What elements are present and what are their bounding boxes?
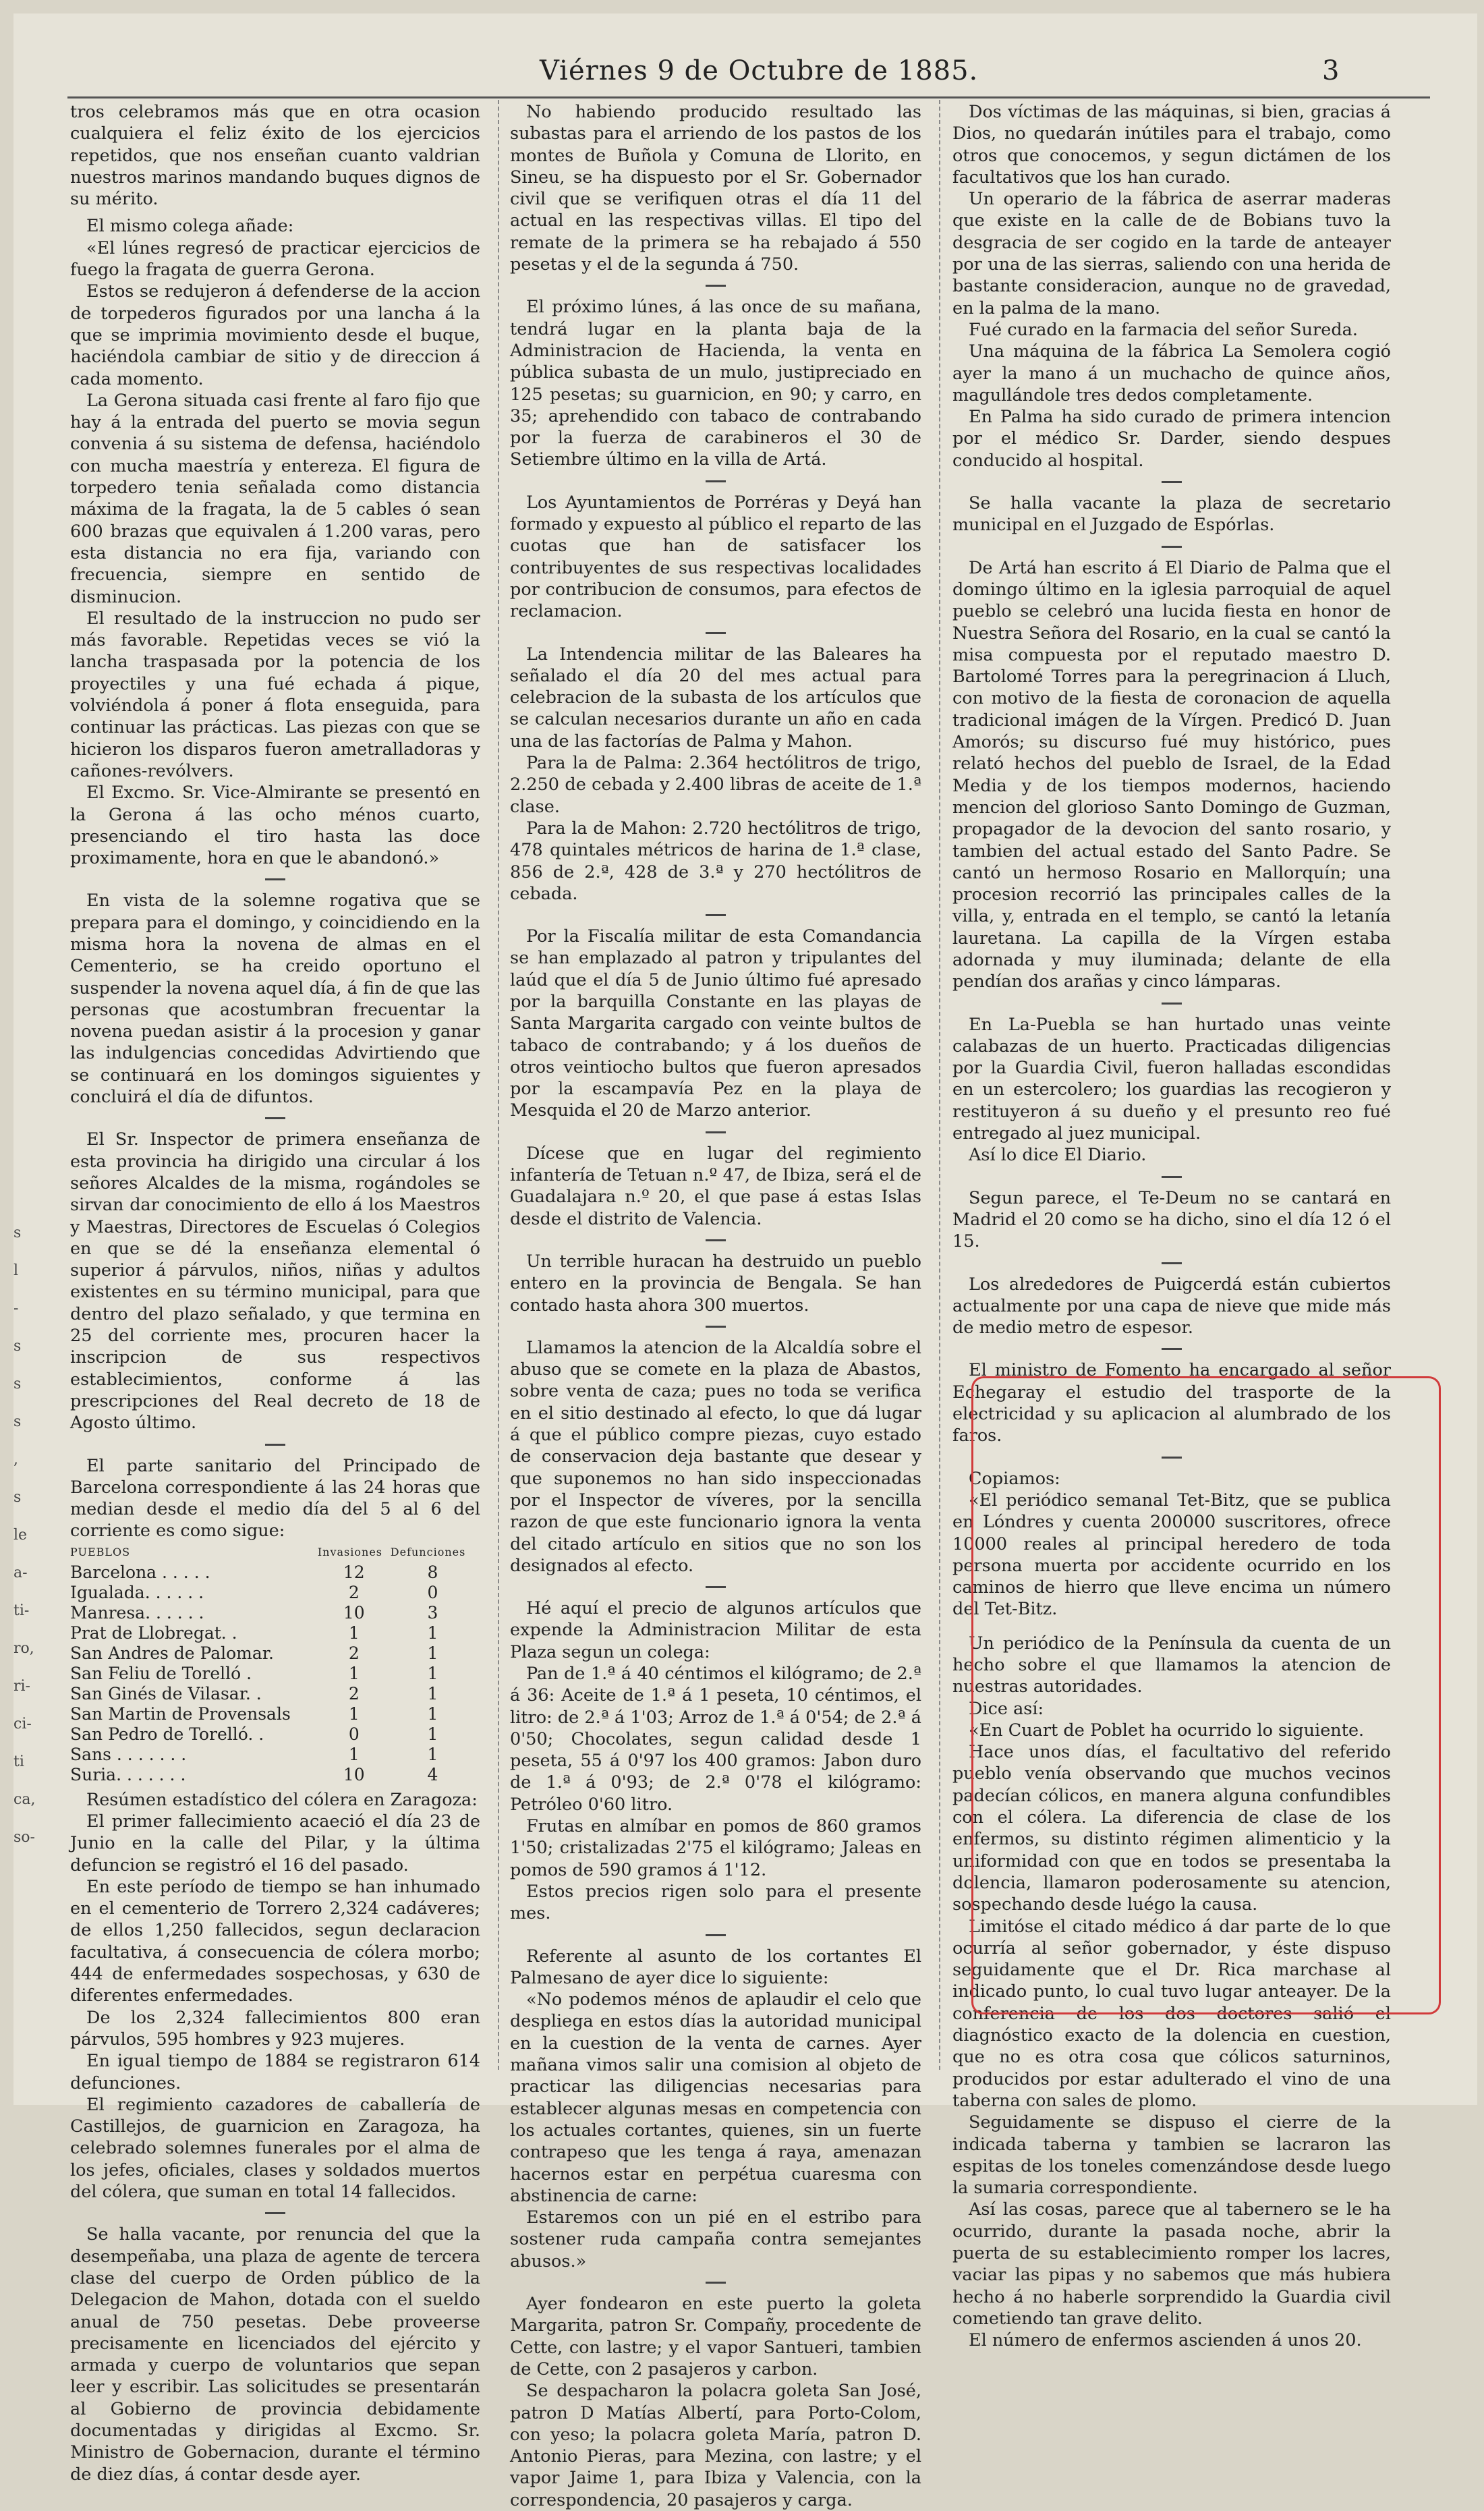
table-row <box>70 1765 475 1785</box>
paragraph: Frutas en almíbar en pomos de 860 gramos 1'50; cristalizadas 2'75 el kilógramo; Jaleas en pomos de 590 gramos á 1'12. <box>510 1816 921 1880</box>
paragraph: Dos víctimas de las máquinas, si bien, gracias á Dios, no quedarán inútiles para el trabajo, como otros que conocemos, y segun dictámen de los facultativos que los han curado. <box>952 102 1391 188</box>
paragraph: Se halla vacante la plaza de secretario municipal en el Juzgado de Espórlas. <box>952 493 1391 536</box>
paragraph: Una máquina de la fábrica La Semolera cogió ayer la mano á un muchacho de quince años, magullándole tres dedos completamente. <box>952 341 1391 405</box>
table-cell: 2 <box>348 1643 360 1663</box>
paragraph: En La-Puebla se han hurtado unas veinte calabazas de un huerto. Practicadas diligencias por la Guardia Civil, fueron halladas escondidas en un estercolero; los guardias las recogieron y restituyeron á su dueño y el presunto reo fué entregado al juez municipal. <box>952 1014 1391 1144</box>
header-rule <box>67 96 1430 98</box>
column-divider <box>939 100 940 2070</box>
paragraph: Resúmen estadístico del cólera en Zaragoza: <box>86 1789 478 1810</box>
separator <box>1162 481 1182 483</box>
separator <box>1162 546 1182 548</box>
separator <box>706 1586 726 1588</box>
table-cell: San Martin de Provensals <box>70 1703 291 1724</box>
table-row <box>70 1664 475 1684</box>
paragraph: El regimiento cazadores de caballería de Castillejos, de guarnicion en Zaragoza, ha celebrado solemnes funerales por el alma de los jefes, oficiales, clases y soldados muertos del cólera, que suman en total 14 fallecidos. <box>70 2094 480 2203</box>
table-header: Invasiones <box>317 1545 382 1558</box>
table-cell: 1 <box>348 1623 360 1643</box>
paragraph: Dice así: <box>969 1698 1044 1719</box>
table-cell: 1 <box>427 1663 438 1683</box>
paragraph: Para la de Mahon: 2.720 hectólitros de trigo, 478 quintales métricos de harina de 1.ª clase, 856 de 2.ª, 428 de 3.ª y 270 hectólitros de cebada. <box>510 818 921 904</box>
paragraph: En igual tiempo de 1884 se registraron 614 defunciones. <box>70 2051 480 2093</box>
paragraph: La Intendencia militar de las Baleares ha señalado el día 20 del mes actual para celebracion de la subasta de los artículos que se calculan necesarios durante un año en cada una de las factorías de Palma y Mahon. <box>510 644 921 752</box>
table-header: PUEBLOS <box>70 1545 131 1558</box>
red-highlight-box <box>971 1376 1441 2014</box>
table-row <box>70 1724 475 1745</box>
table-cell: 4 <box>427 1764 438 1784</box>
newspaper-page <box>13 13 1477 2510</box>
table-cell: 1 <box>427 1703 438 1724</box>
table-row <box>70 1643 475 1664</box>
table-row <box>70 1684 475 1704</box>
table-cell: San Ginés de Vilasar. . <box>70 1683 262 1703</box>
table-cell: 2 <box>348 1683 360 1703</box>
paragraph: «En Cuart de Poblet ha ocurrido lo siguiente. <box>969 1720 1365 1741</box>
paragraph: Los alrededores de Puigcerdá están cubiertos actualmente por una capa de nieve que mide más de medio metro de espesor. <box>952 1274 1391 1338</box>
paragraph: Un operario de la fábrica de aserrar maderas que existe en la calle de de Bobians tuvo la desgracia de ser cogido en la tarde de anteayer por una de las sierras, saliendo con una herida de bastante consideracion, aunque no de gravedad, en la palma de la mano. <box>952 189 1391 318</box>
table-cell: Prat de Llobregat. . <box>70 1623 237 1643</box>
margin-fragment: s <box>13 1224 22 1241</box>
table-row <box>70 1603 475 1623</box>
paragraph: El Excmo. Sr. Vice-Almirante se presentó en la Gerona á las ocho ménos cuarto, presenciando el tiro hasta las doce proximamente, hora en que le abandonó.» <box>70 783 480 869</box>
table-cell: Suria. . . . . . . <box>70 1764 186 1784</box>
paragraph: De Artá han escrito á El Diario de Palma que el domingo último en la iglesia parroquial de aquel pueblo se celebró una lucida fiesta en honor de Nuestra Señora del Rosario, en la cual se cantó la misa compuesta por el reputado maestro D. Bartolomé Torres para la peregrinacion á Lluch, con motivo de la fiesta de coronacion de aquella tradicional imágen de la Vírgen. Predicó D. Juan Amorós; su discurso fué muy histórico, pues relató hechos del pueblo de Israel, de la Edad Media y de los tiempos modernos, haciendo mencion del glorioso Santo Domingo de Guzman, propagador de la devocion del santo rosario, y tambien del actual estado del Santo Padre. Se cantó un hermoso Rosario en Mallorquín; una procesion recorrió las principales calles de la villa, y, entrada en el templo, se cantó la letanía lauretana. La capilla de la Vírgen estaba adornada y muy iluminada; delante de ella pendían dos arañas y cinco lámparas. <box>952 557 1391 992</box>
table-cell: 1 <box>427 1643 438 1663</box>
paragraph: Dícese que en lugar del regimiento infantería de Tetuan n.º 47, de Ibiza, será el de Guadalajara n.º 20, el que pase á estas Islas desde el distrito de Valencia. <box>510 1143 921 1229</box>
table-cell: 0 <box>427 1582 438 1602</box>
margin-fragment: s <box>13 1376 22 1392</box>
table-cell: 3 <box>427 1602 438 1623</box>
paragraph: Seguidamente se dispuso el cierre de la indicada taberna y tambien se lacraron las espitas de los toneles comenzándose desde luego la sumaria correspondiente. <box>952 2112 1391 2199</box>
table-header-row <box>70 1542 475 1562</box>
margin-fragment: ca, <box>13 1791 36 1808</box>
separator <box>1162 1348 1182 1350</box>
separator <box>1162 1176 1182 1178</box>
margin-fragment: s <box>13 1489 22 1506</box>
separator <box>706 1239 726 1241</box>
paragraph: De los 2,324 fallecimientos 800 eran párvulos, 595 hombres y 923 mujeres. <box>70 2007 480 2050</box>
paragraph: «El lúnes regresó de practicar ejercicios de fuego la fragata de guerra Gerona. <box>70 237 480 281</box>
separator <box>706 632 726 634</box>
paragraph: Se despacharon la polacra goleta San José, patron D Matías Albertí, para Porto-Colom, con yeso; la polacra goleta María, patron D. Antonio Pieras, para Mezina, con lastre; y el vapor Jaime 1, para Ibiza y Valencia, con la correspondencia, 20 pasajeros y carga. <box>510 2381 921 2510</box>
paragraph: Estaremos con un pié en el estribo para sostener ruda campaña contra semejantes abusos.» <box>510 2207 921 2272</box>
table-cell: 1 <box>427 1724 438 1744</box>
margin-fragment: ri- <box>13 1678 30 1695</box>
table-row <box>70 1704 475 1724</box>
paragraph: Limitóse el citado médico á dar parte de lo que ocurría al señor gobernador, y éste dispuso seguidamente que el Dr. Rica marchase al indicado punto, lo cual tuvo lugar anteayer. De la conferencia de los dos doctores salió el diagnóstico exacto de la dolencia en cuestion, que no es otra cosa que cólicos saturninos, producidos por estar adulterado el vino de una taberna con sales de plomo. <box>952 1916 1391 2111</box>
page-header <box>13 55 1471 96</box>
margin-fragment: ti- <box>13 1602 30 1619</box>
issue-date: Viérnes 9 de Octubre de 1885. <box>540 55 979 86</box>
table-cell: San Andres de Palomar. <box>70 1643 274 1663</box>
paragraph: El resultado de la instruccion no pudo ser más favorable. Repetidas veces se vió la lancha traspasada por la potencia de los proyectiles y una fué echada á pique, volviéndola á poner á flota enseguida, para continuar las prácticas. Las piezas con que se hicieron los disparos fueron ametralladoras y cañones-revólvers. <box>70 608 480 781</box>
table-cell: 10 <box>343 1764 365 1784</box>
paragraph: «No podemos ménos de aplaudir el celo que despliega en estos días la autoridad municipal en la cuestion de la venta de carnes. Ayer mañana vimos salir una comision al objeto de practicar las diligencias necesarias para establecer algunas mesas en competencia con los actuales cortantes, quienes, sin un fuerte contrapeso que les tenga á raya, amenazan hacernos estar en perpétua cuaresma con abstinencia de carne: <box>510 1990 921 2206</box>
paragraph: En Palma ha sido curado de primera intencion por el médico Sr. Darder, siendo despues conducido al hospital. <box>952 407 1391 471</box>
paragraph: Estos se redujeron á defenderse de la accion de torpederos figurados por una lancha á la que se imprimia movimiento desde el buque, haciéndola cambiar de sitio y de direccion á cada momento. <box>70 281 480 389</box>
table-cell: 0 <box>348 1724 360 1744</box>
column-1 <box>70 101 480 2485</box>
table-cell: Sans . . . . . . . <box>70 1744 187 1764</box>
margin-fragments <box>13 1214 34 1857</box>
table-cell: San Pedro de Torelló. . <box>70 1724 264 1744</box>
paragraph: En vista de la solemne rogativa que se prepara para el domingo, y coincidiendo en la misma hora la novena de almas en el Cementerio, se ha creido oportuno el suspender la novena aquel día, á fin de que las personas que acostumbran frecuentar la novena puedan asistir á la procesion y ganar las indulgencias concedidas Advirtiendo que se continuará en los domingos siguientes y concluirá el día de difuntos. <box>70 891 480 1108</box>
separator <box>706 480 726 482</box>
paragraph: El parte sanitario del Principado de Barcelona correspondiente á las 24 horas que median desde el medio día del 5 al 6 del corriente es como sigue: <box>70 1455 480 1542</box>
table-cell: 1 <box>427 1623 438 1643</box>
paragraph: Referente al asunto de los cortantes El Palmesano de ayer dice lo siguiente: <box>510 1946 921 1988</box>
paragraph: Un periódico de la Península da cuenta de un hecho sobre el que llamamos la atencion de nuestras autoridades. <box>952 1633 1391 1697</box>
paragraph: Los Ayuntamientos de Porréras y Deyá han formado y expuesto al público el reparto de las cuotas que han de satisfacer los contribuyentes de sus respectivas localidades por contribucion de consumos, para efectos de reclamacion. <box>510 492 921 622</box>
separator <box>706 1326 726 1328</box>
paragraph: Por la Fiscalía militar de esta Comandancia se han emplazado al patron y tripulantes del laúd que el día 5 de Junio último fué apresado por la barquilla Constante en las playas de Santa Margarita cargado con veinte bultos de tabaco de contrabando; y á los dueños de otros veintiocho bultos que fueron apresados por la escampavía Pez en la playa de Mesquida el 20 de Marzo anterior. <box>510 926 921 1121</box>
separator <box>265 1444 285 1446</box>
margin-fragment: , <box>13 1451 18 1468</box>
paragraph: Estos precios rigen solo para el presente mes. <box>510 1881 921 1924</box>
margin-fragment: le <box>13 1527 28 1544</box>
separator <box>265 878 285 880</box>
paragraph: No habiendo producido resultado las subastas para el arriendo de los pastos de los montes de Buñola y Comuna de Llorito, en Sineu, se ha dispuesto por el Sr. Gobernador civil que se verifiquen otras el día 11 del actual en las respectivas villas. El tipo del remate de la primera se ha rebajado á 550 pesetas y el de la segunda á 750. <box>510 102 921 275</box>
paragraph: Segun parece, el Te-Deum no se cantará en Madrid el 20 como se ha dicho, sino el día 12 ó el 15. <box>952 1187 1391 1252</box>
margin-fragment: ci- <box>13 1716 32 1732</box>
paragraph: Hace unos días, el facultativo del referido pueblo venía observando que muchos vecinos padecían cólicos, en manera alguna confundibles con el cólera. La diferencia de clase de los enfermos, su distinto régimen alimenticio y la uniformidad con que en todos se presentaba la dolencia, llamaron poderosamente su atencion, sospechando desde luégo la causa. <box>952 1742 1391 1915</box>
page-number: 3 <box>1322 55 1340 86</box>
separator <box>706 1934 726 1936</box>
paragraph: El próximo lúnes, á las once de su mañana, tendrá lugar en la planta baja de la Administracion de Hacienda, la venta en pública subasta de un mulo, justipreciado en 125 pesetas; su guarnicion, en 90; y carro, en 35; aprehendido con tabaco de contrabando por la fuerza de carabineros el 30 de Setiembre último en la villa de Artá. <box>510 297 921 470</box>
margin-fragment: ro, <box>13 1640 34 1657</box>
paragraph: Así lo dice El Diario. <box>969 1145 1147 1166</box>
margin-fragment: ti <box>13 1753 24 1770</box>
paragraph: La Gerona situada casi frente al faro fijo que hay á la entrada del puerto se movia segun convenia á su sistema de defensa, haciéndolo con mucha maestría y entereza. El figura de torpedero tenia señalada como distancia máxima de la fragata, la de 5 cables ó sean 600 brazas que equivalen á 1.200 varas, pero esta distancia no era fija, variando con frecuencia, siempre en sentido de disminucion. <box>70 390 480 607</box>
table-row <box>70 1583 475 1603</box>
paragraph: El primer fallecimiento acaeció el día 23 de Junio en la calle del Pilar, y la última defuncion se registró el 16 del pasado. <box>70 1811 480 1875</box>
paragraph: «El periódico semanal Tet-Bitz, que se publica en Lóndres y cuenta 200000 suscritores, ofrece 10000 reales al principal heredero de toda persona muerta por accidente ocurrido en los caminos de hierro que lleve encima un número del Tet-Bitz. <box>952 1490 1391 1620</box>
table-cell: 12 <box>343 1562 365 1582</box>
separator <box>706 285 726 287</box>
table-cell: 1 <box>348 1744 360 1764</box>
table-row <box>70 1562 475 1583</box>
table-cell: Igualada. . . . . . <box>70 1582 204 1602</box>
paragraph: Hé aquí el precio de algunos artículos que expende la Administracion Militar de esta Plaza segun un colega: <box>510 1598 921 1662</box>
paragraph: tros celebramos más que en otra ocasion cualquiera el feliz éxito de los ejercicios repetidos, que nos enseñan cuanto valdrian nuestros marinos mandando buques dignos de su mérito. <box>70 102 480 210</box>
paragraph: El Sr. Inspector de primera enseñanza de esta provincia ha dirigido una circular á los señores Alcaldes de la misma, rogándoles se sirvan dar conocimiento de ello á los Maestros y Maestras, Directores de Escuelas ó Colegios en que se dé la enseñanza elemental ó superior á párvulos, niños, niñas y adultos existentes en su término municipal, para que dentro del plazo señalado, y que termina en 25 del corriente mes, procuren hacer la inscripcion de sus respectivos establecimientos, conforme á las prescripciones del Real decreto de 18 de Agosto último. <box>70 1129 480 1434</box>
table-cell: 1 <box>348 1703 360 1724</box>
margin-fragment: so- <box>13 1829 35 1846</box>
table-cell: 8 <box>427 1562 438 1582</box>
separator <box>1162 1003 1182 1005</box>
table-header: Defunciones <box>390 1545 466 1558</box>
table-row <box>70 1745 475 1765</box>
table-cell: 1 <box>427 1744 438 1764</box>
paragraph: El ministro de Fomento ha encargado al señor Echegaray el estudio del trasporte de la electricidad y su aplicacion al alumbrado de los faros. <box>952 1360 1391 1446</box>
table-cell: San Feliu de Torelló . <box>70 1663 252 1683</box>
table-cell: Manresa. . . . . . <box>70 1602 204 1623</box>
separator <box>706 2282 726 2284</box>
paragraph: En este período de tiempo se han inhumado en el cementerio de Torrero 2,324 cadáveres; de ellos 1,250 fallecidos, segun declaracion facultativa, á consecuencia de cólera morbo; 444 de enfermedades sospechosas, y 630 de diferentes enfermedades. <box>70 1876 480 2006</box>
table-cell: 1 <box>427 1683 438 1703</box>
margin-fragment: a- <box>13 1564 28 1581</box>
paragraph: El mismo colega añade: <box>86 216 294 237</box>
paragraph: Copiamos: <box>969 1468 1060 1489</box>
paragraph: El número de enfermos ascienden á unos 20. <box>969 2330 1362 2351</box>
margin-fragment: s <box>13 1413 22 1430</box>
table-cell: 1 <box>348 1663 360 1683</box>
cholera-table <box>70 1542 475 1785</box>
column-2 <box>510 101 921 2511</box>
margin-fragment: l <box>13 1262 19 1279</box>
table-cell: Barcelona . . . . . <box>70 1562 210 1582</box>
paragraph: Para la de Palma: 2.364 hectólitros de trigo, 2.250 de cebada y 2.400 libras de aceite de 1.ª clase. <box>510 753 921 817</box>
column-divider <box>498 100 499 2070</box>
separator <box>706 1131 726 1133</box>
paragraph: Ayer fondearon en este puerto la goleta Margarita, patron Sr. Compañy, procedente de Cette, con lastre; y el vapor Santueri, tambien de Cette, con 2 pasajeros y carbon. <box>510 2294 921 2379</box>
margin-fragment: s <box>13 1338 22 1355</box>
paragraph: Fué curado en la farmacia del señor Sureda. <box>969 319 1358 340</box>
separator <box>265 1117 285 1119</box>
table-cell: 10 <box>343 1602 365 1623</box>
separator <box>265 2212 285 2214</box>
separator <box>706 914 726 916</box>
paragraph: Un terrible huracan ha destruido un pueblo entero en la provincia de Bengala. Se han contado hasta ahora 300 muertos. <box>510 1251 921 1316</box>
paragraph: Se halla vacante, por renuncia del que la desempeñaba, una plaza de agente de tercera clase del cuerpo de Orden público de la Delegacion de Mahon, dotada con el sueldo anual de 750 pesetas. Debe proveerse precisamente en licenciados del ejército y armada y cuerpo de voluntarios que sepan leer y escribir. Las solicitudes se presentarán al Gobierno de provincia debidamente documentadas y dirigidas al Excmo. Sr. Ministro de Gobernacion, durante el término de diez días, á contar desde ayer. <box>70 2224 480 2485</box>
paragraph: Pan de 1.ª á 40 céntimos el kilógramo; de 2.ª á 36: Aceite de 1.ª á 1 peseta, 10 céntimos, el litro: de 2.ª á 1'03; Arroz de 1.ª á 0'54; de 2.ª á 0'50; Chocolates, segun calidad desde 1 peseta, 55 á 0'97 los 400 gramos: Jabon duro de 1.ª á 0'93; de 2.ª 0'78 el kilógramo: Petróleo 0'60 litro. <box>510 1664 921 1815</box>
margin-fragment: - <box>13 1300 19 1317</box>
table-cell: 2 <box>348 1582 360 1602</box>
table-row <box>70 1623 475 1643</box>
paragraph: Así las cosas, parece que al tabernero se le ha ocurrido, durante la pasada noche, abrir la puerta de su establecimiento romper los lacres, vaciar las pipas y no sabemos que más hubiera hecho á no haberle sorprendido la Guardia civil cometiendo tan grave delito. <box>952 2199 1391 2329</box>
separator <box>1162 1262 1182 1264</box>
paragraph: Llamamos la atencion de la Alcaldía sobre el abuso que se comete en la plaza de Abastos, sobre venta de caza; pues no toda se verifica en el sitio destinado al efecto, lo que dá lugar á que el público compre piezas, cuyo estado de conservacion deja bastante que desear y que suponemos no han sido inspeccionadas por el Inspector de víveres, por la sencilla razon de que este funcionario ignora la venta del citado artículo en sitios que no son los designados al efecto. <box>510 1337 921 1576</box>
